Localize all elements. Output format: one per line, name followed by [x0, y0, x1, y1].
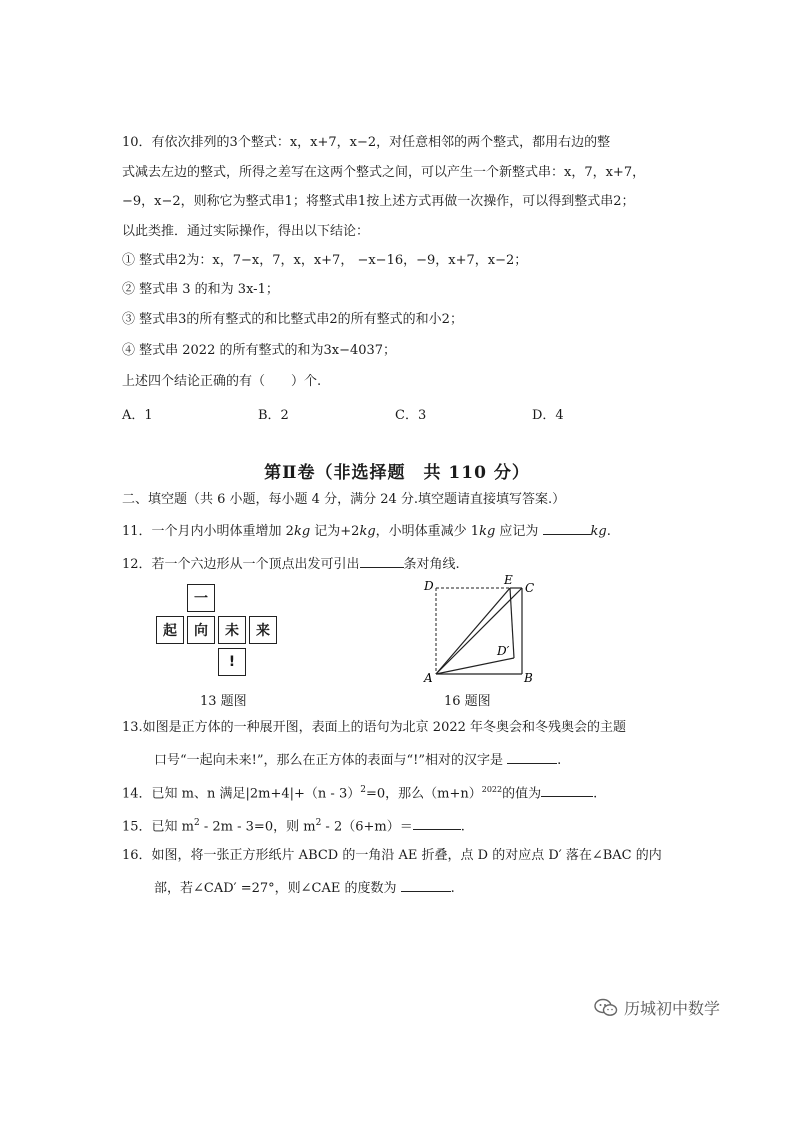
q15-part-a: 15．已知 m — [122, 819, 195, 835]
label-d-prime: D′ — [497, 644, 510, 658]
q12-part-b: 条对角线. — [403, 557, 460, 572]
folded-square-figure — [418, 574, 548, 686]
section-subtitle: 二、填空题（共 6 小题，每小题 4 分，满分 24 分.填空题请直接填写答案.） — [122, 492, 566, 507]
q11-answer-blank[interactable] — [543, 520, 591, 535]
choice-a: A．1 — [122, 408, 153, 423]
q14-part-a: 14．已知 m、n 满足|2m+4|+（n - 3） — [122, 786, 361, 802]
q14-part-b: =0，那么（m+n） — [365, 786, 482, 802]
diagonal-ac — [436, 588, 522, 674]
q15-end: . — [460, 819, 465, 835]
net-cell-top: 一 — [187, 584, 215, 612]
q13-text: 口号“一起向未来!”，那么在正方体的表面与“!”相对的汉字是 — [154, 753, 508, 768]
q11-part-a: 11．一个月内小明体重增加 2 — [122, 524, 294, 539]
choice-b: B．2 — [258, 408, 289, 423]
watermark — [594, 996, 720, 1019]
q11-part-d: 应记为 — [495, 524, 543, 539]
net-cell-bottom: ! — [218, 648, 246, 676]
q10-statement-4: ④ 整式串 2022 的所有整式的和为3x−4037； — [122, 343, 397, 358]
wechat-icon — [594, 998, 618, 1018]
q10-statement-3: ③ 整式串3的所有整式的和比整式串2的所有整式的和小2； — [122, 312, 463, 327]
q14-part-c: 的值为 — [502, 786, 542, 802]
q11-end: . — [606, 524, 611, 539]
q16-end: . — [450, 881, 455, 896]
q14-exponent-1: 2 — [360, 785, 366, 795]
label-a: A — [424, 671, 433, 685]
q10-statement-2: ② 整式串 3 的和为 3x-1； — [122, 282, 279, 297]
q15-exponent-1: 2 — [194, 818, 200, 828]
q13-line-1: 13.如图是正方体的一种展开图，表面上的语句为北京 2022 年冬奥会和冬残奥会的主题 — [122, 720, 627, 735]
q10-line-4: 以此类推．通过实际操作，得出以下结论： — [122, 224, 370, 239]
q16-text: 部，若∠CAD′ =27°，则∠CAE 的度数为 — [154, 881, 401, 896]
watermark-text: 历城初中数学 — [624, 999, 721, 1018]
q11-unit-1: kg — [293, 524, 311, 539]
q15-answer-blank[interactable] — [413, 815, 461, 830]
choice-d: D．4 — [532, 408, 564, 423]
q12 — [122, 553, 460, 575]
label-d: D — [424, 579, 434, 593]
q15-part-c: - 2（6+m）＝ — [321, 819, 413, 835]
label-e: E — [504, 574, 513, 587]
q11-part-c: ，小明体重减少 1 — [375, 524, 480, 539]
q16-line-1: 16．如图，将一张正方形纸片 ABCD 的一角沿 AE 折叠，点 D 的对应点 D′ 落在∠BAC 的内 — [122, 848, 662, 863]
q10-question: 上述四个结论正确的有（ ）个. — [122, 374, 322, 389]
q16-line-2 — [154, 877, 455, 899]
q14-exponent-2: 2022 — [481, 785, 503, 794]
q10-line-2: 式减去左边的整式，所得之差写在这两个整式之间，可以产生一个新整式串：x，7，x+7， — [122, 165, 646, 180]
q11-part-b: 记为+2 — [310, 524, 360, 539]
q13-answer-blank[interactable] — [507, 749, 557, 764]
q10-line-1: 10．有依次排列的3个整式：x，x+7，x−2，对任意相邻的两个整式，都用右边的整 — [122, 135, 611, 150]
q11-unit-3: kg — [479, 524, 496, 539]
fig13-caption: 13 题图 — [200, 694, 247, 709]
fig16-caption: 16 题图 — [444, 694, 491, 709]
q11-unit-2: kg — [359, 524, 376, 539]
net-cell-1: 起 — [156, 616, 184, 644]
net-cell-3: 未 — [218, 616, 246, 644]
q10-line-3: −9，x−2，则称它为整式串1；将整式串1按上述方式再做一次操作，可以得到整式串2； — [122, 194, 635, 209]
section-title: 第Ⅱ卷（非选择题 共 110 分） — [264, 463, 530, 483]
q13-line-2 — [154, 749, 561, 771]
label-b: B — [524, 671, 533, 685]
net-cell-2: 向 — [187, 616, 215, 644]
q15-part-b: - 2m - 3=0，则 m — [199, 819, 316, 835]
q15-exponent-2: 2 — [315, 818, 322, 828]
q14-end: . — [593, 786, 598, 802]
choice-c: C．3 — [395, 408, 427, 423]
q12-part-a: 12．若一个六边形从一个顶点出发可引出 — [122, 557, 360, 572]
q11 — [122, 520, 611, 542]
q16-answer-blank[interactable] — [401, 877, 451, 892]
q13-end: . — [557, 753, 562, 768]
cube-net-figure — [156, 584, 280, 676]
net-cell-4: 来 — [249, 616, 277, 644]
q11-unit-4: kg — [590, 524, 607, 539]
label-c: C — [525, 581, 535, 595]
q12-answer-blank[interactable] — [360, 553, 404, 568]
q10-statement-1: ① 整式串2为：x，7−x，7，x，x+7， −x−16，−9，x+7，x−2； — [122, 253, 528, 268]
q14 — [122, 780, 597, 804]
q14-answer-blank[interactable] — [541, 782, 593, 797]
q15 — [122, 813, 465, 837]
